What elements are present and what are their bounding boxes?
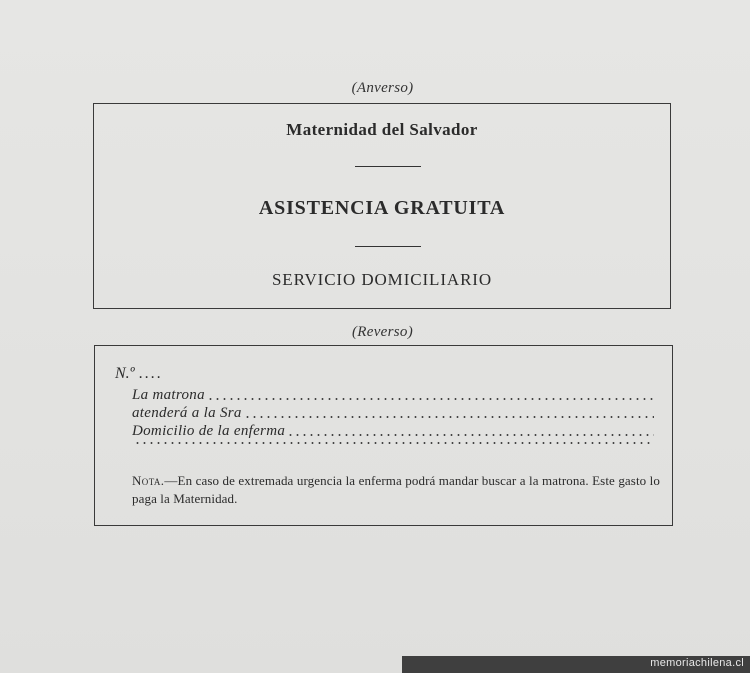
form-field-patient	[132, 405, 654, 422]
number-dots: ....	[138, 365, 163, 382]
back-caption: (Reverso)	[351, 324, 413, 340]
divider-rule	[355, 246, 421, 247]
form-field-address	[132, 423, 654, 440]
note-paragraph	[132, 472, 660, 508]
number-label: N.º	[115, 365, 135, 382]
dotted-fill-line	[244, 415, 654, 419]
form-field-blank	[132, 441, 654, 448]
watermark-text: memoriachilena.cl	[650, 657, 744, 669]
field-label: Domicilio de la enferma	[132, 423, 286, 439]
dotted-fill-line	[287, 433, 654, 437]
institution-name: Maternidad del Salvador	[286, 120, 478, 139]
watermark-bar	[402, 656, 750, 673]
note-text: —En caso de extremada urgencia la enferma podrá mandar buscar a la matrona. Este gasto lo paga la Maternidad.	[132, 473, 660, 506]
card-back	[94, 345, 673, 526]
program-title: ASISTENCIA GRATUITA	[258, 197, 506, 219]
note-label: Nota.	[132, 473, 165, 488]
front-caption: (Anverso)	[351, 80, 414, 96]
number-field	[115, 365, 163, 383]
field-label: atenderá a la Sra	[132, 405, 242, 421]
card-front	[93, 103, 671, 309]
form-field-matrona	[132, 387, 654, 404]
divider-rule	[355, 166, 421, 167]
service-type: SERVICIO DOMICILIARIO	[271, 270, 493, 289]
dotted-fill-line	[134, 441, 654, 445]
dotted-fill-line	[207, 397, 654, 401]
field-label: La matrona	[132, 387, 205, 403]
